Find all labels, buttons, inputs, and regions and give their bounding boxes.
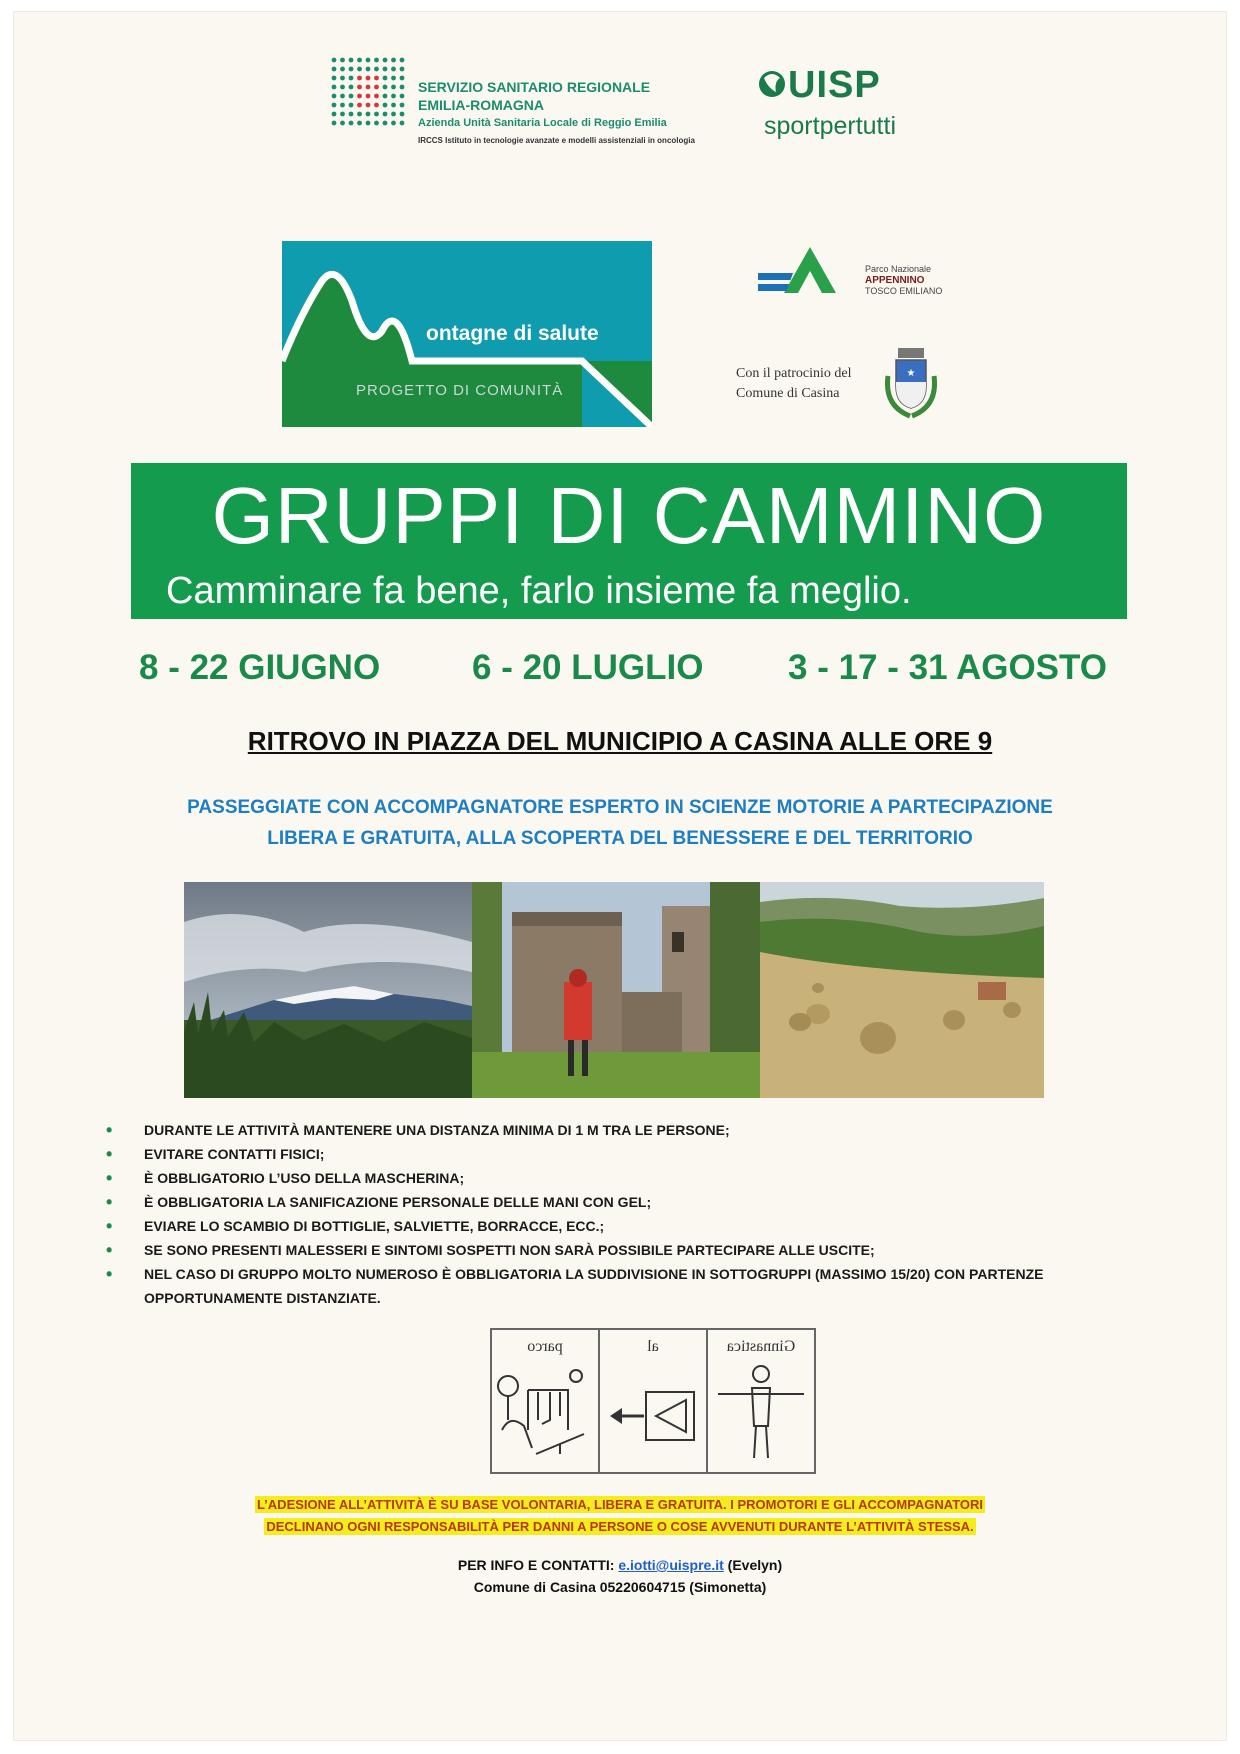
disclaimer-line2: DECLINANO OGNI RESPONSABILITÀ PER DANNI A PERSONE O COSE AVVENUTI DURANTE L’ATTIVITÀ STESSA. <box>266 1519 974 1534</box>
photo-mountains <box>184 882 472 1098</box>
montagne-logo-subtitle: PROGETTO DI COMUNITÀ <box>356 382 564 399</box>
dates-july: 6 - 20 LUGLIO <box>472 648 704 687</box>
rule-symptoms: • SE SONO PRESENTI MALESSERI E SINTOMI SOSPETTI NON SARÀ POSSIBILE PARTECIPARE ALLE USCITE; <box>104 1238 1114 1262</box>
ssr-logo-text <box>418 78 695 150</box>
parco-appennino-icon <box>758 243 862 297</box>
contacts-label: PER INFO E CONTATTI: <box>457 1557 615 1573</box>
svg-text:★: ★ <box>906 368 916 379</box>
disclaimer <box>0 1494 1240 1538</box>
ssr-line1: SERVIZIO SANITARIO REGIONALE <box>418 79 651 95</box>
gymnastics-person-icon <box>708 1330 814 1470</box>
pictogram-label-gymnastics: Ginnastica <box>726 1338 796 1355</box>
dates-june: 8 - 22 GIUGNO <box>139 648 381 687</box>
rule-mask: • È OBBLIGATORIO L’USO DELLA MASCHERINA; <box>104 1166 1114 1190</box>
description-line2: LIBERA E GRATUITA, ALLA SCOPERTA DEL BENESSERE E DEL TERRITORIO <box>267 828 973 849</box>
playground-icon <box>492 1330 598 1470</box>
dates-august: 3 - 17 - 31 AGOSTO <box>788 648 1107 687</box>
patrocinio-line1: Con il patrocinio del <box>736 366 852 381</box>
disclaimer-line1: L’ADESIONE ALL’ATTIVITÀ È SU BASE VOLONTARIA, LIBERA E GRATUITA. I PROMOTORI E GLI ACCOMPAGNATORI <box>256 1497 984 1512</box>
ssr-logo-icon <box>330 56 406 132</box>
pictogram-to <box>600 1330 708 1472</box>
direction-arrow-icon <box>600 1330 706 1470</box>
ssr-line2: EMILIA-ROMAGNA <box>418 97 544 113</box>
casina-coat-of-arms-icon <box>880 346 942 420</box>
parco-line3: TOSCO EMILIANO <box>865 286 943 296</box>
ssr-line4: IRCCS Istituto in tecnologie avanzate e modelli assistenziali in oncologia <box>418 136 695 145</box>
parco-line1: Parco Nazionale <box>865 264 932 274</box>
banner-title: GRUPPI DI CAMMINO <box>211 471 1047 560</box>
safety-rules-list <box>104 1118 1114 1310</box>
rule-no-exchange: • EVIARE LO SCAMBIO DI BOTTIGLIE, SALVIETTE, BORRACCE, ECC.; <box>104 1214 1114 1238</box>
pictogram-gymnastics <box>708 1330 814 1472</box>
ssr-line3: Azienda Unità Sanitaria Locale di Reggio Emilia <box>418 117 667 129</box>
rule-no-contact: • EVITARE CONTATTI FISICI; <box>104 1142 1114 1166</box>
description-line1: PASSEGGIATE CON ACCOMPAGNATORE ESPERTO IN SCIENZE MOTORIE A PARTECIPAZIONE <box>187 797 1053 818</box>
pictogram-label-to: al <box>647 1338 659 1355</box>
contacts <box>0 1554 1240 1598</box>
parco-line2: APPENNINO <box>865 275 925 286</box>
uisp-logo-name: UISP <box>788 64 881 106</box>
pictogram-park <box>492 1330 600 1472</box>
banner-subtitle: Camminare fa bene, farlo insieme fa meglio. <box>166 570 912 612</box>
rule-subgroups: • NEL CASO DI GRUPPO MOLTO NUMEROSO È OBBLIGATORIA LA SUDDIVISIONE IN SOTTOGRUPPI (MASSIMO 15/20) CON PARTENZE OPPORTUNAMENTE DISTANZIATE. <box>104 1262 1114 1310</box>
pictogram-strip <box>490 1328 816 1474</box>
uisp-runner-icon <box>758 66 788 102</box>
walk-description <box>0 792 1240 854</box>
meeting-point: RITROVO IN PIAZZA DEL MUNICIPIO A CASINA ALLE ORE 9 <box>247 726 993 756</box>
patrocinio-line2: Comune di Casina <box>736 386 840 401</box>
rule-distance: • DURANTE LE ATTIVITÀ MANTENERE UNA DISTANZA MINIMA DI 1 M TRA LE PERSONE; <box>104 1118 1114 1142</box>
rule-sanitize: • È OBBLIGATORIA LA SANIFICAZIONE PERSONALE DELLE MANI CON GEL; <box>104 1190 1114 1214</box>
photo-castle <box>472 882 760 1098</box>
pictogram-label-park: parco <box>527 1338 563 1355</box>
uisp-logo-tagline: sportpertutti <box>764 112 897 140</box>
montagne-logo-title: ontagne di salute <box>426 322 599 345</box>
photo-hay-field <box>760 882 1044 1098</box>
contact-email-link[interactable]: e.iotti@uispre.it <box>618 1557 724 1573</box>
parco-logo-text <box>865 264 942 297</box>
patrocinio-text <box>736 364 851 404</box>
contact-phone: Comune di Casina 05220604715 (Simonetta) <box>473 1579 767 1595</box>
contact-email-name: (Evelyn) <box>727 1557 783 1573</box>
